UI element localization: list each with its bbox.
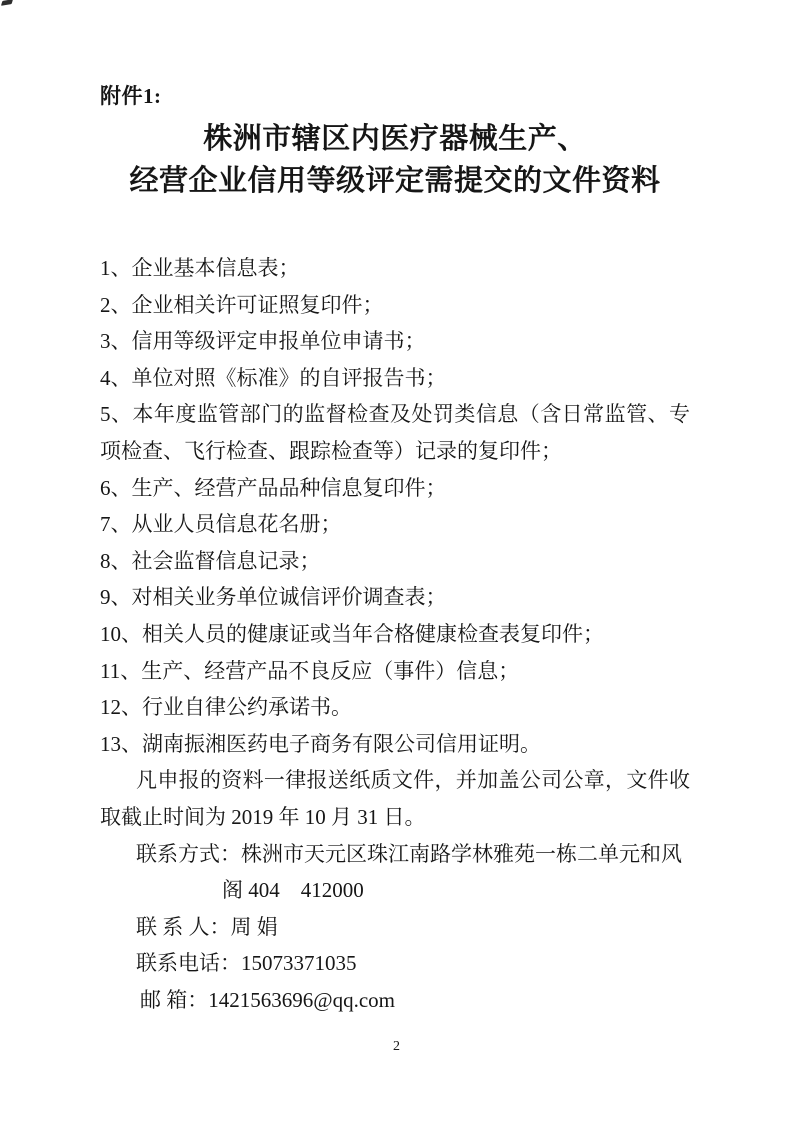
attachment-label: 附件1: — [100, 84, 162, 108]
contact-person: 联 系 人：周 娟 — [136, 914, 278, 939]
document-title-line2: 经营企业信用等级评定需提交的文件资料 — [129, 165, 661, 197]
contact-method-line1: 联系方式：株洲市天元区珠江南路学林雅苑一栋二单元和风 — [136, 841, 682, 866]
scan-artifact — [1, 0, 13, 6]
list-item-4: 4、单位对照《标准》的自评报告书； — [100, 365, 447, 390]
list-item-1: 1、企业基本信息表； — [100, 256, 300, 280]
list-item-13: 13、湖南振湘医药电子商务有限公司信用证明。 — [100, 731, 541, 756]
list-item-12: 12、行业自律公约承诺书。 — [100, 695, 352, 720]
list-item-3: 3、信用等级评定申报单位申请书； — [100, 329, 426, 354]
list-item-10: 10、相关人员的健康证或当年合格健康检查表复印件； — [100, 621, 604, 646]
list-item-8: 8、社会监督信息记录； — [100, 548, 321, 573]
document-title-line1: 株洲市辖区内医疗器械生产、 — [203, 123, 587, 155]
list-item-6: 6、生产、经营产品品种信息复印件； — [100, 475, 447, 500]
document-title — [100, 118, 690, 202]
list-item-11: 11、生产、经营产品不良反应（事件）信息； — [100, 658, 520, 683]
document-body — [100, 250, 690, 1018]
list-item-5: 5、本年度监管部门的监督检查及处罚类信息（含日常监管、专项检查、飞行检查、跟踪检查等）记录的复印件； — [100, 402, 690, 463]
list-item-2: 2、企业相关许可证照复印件； — [100, 292, 384, 317]
page-number: 2 — [393, 1039, 400, 1054]
contact-phone: 联系电话：15073371035 — [136, 951, 357, 976]
list-item-9: 9、对相关业务单位诚信评价调查表； — [100, 585, 447, 610]
document-content — [100, 84, 690, 1018]
closing-paragraph: 凡申报的资料一律报送纸质文件，并加盖公司公章，文件收取截止时间为 2019 年 10 月 31 日。 — [100, 768, 690, 829]
contact-email: 邮 箱：1421563696@qq.com — [140, 987, 395, 1012]
list-item-7: 7、从业人员信息花名册； — [100, 512, 342, 537]
contact-method-line2: 阁 404 412000 — [222, 878, 364, 903]
